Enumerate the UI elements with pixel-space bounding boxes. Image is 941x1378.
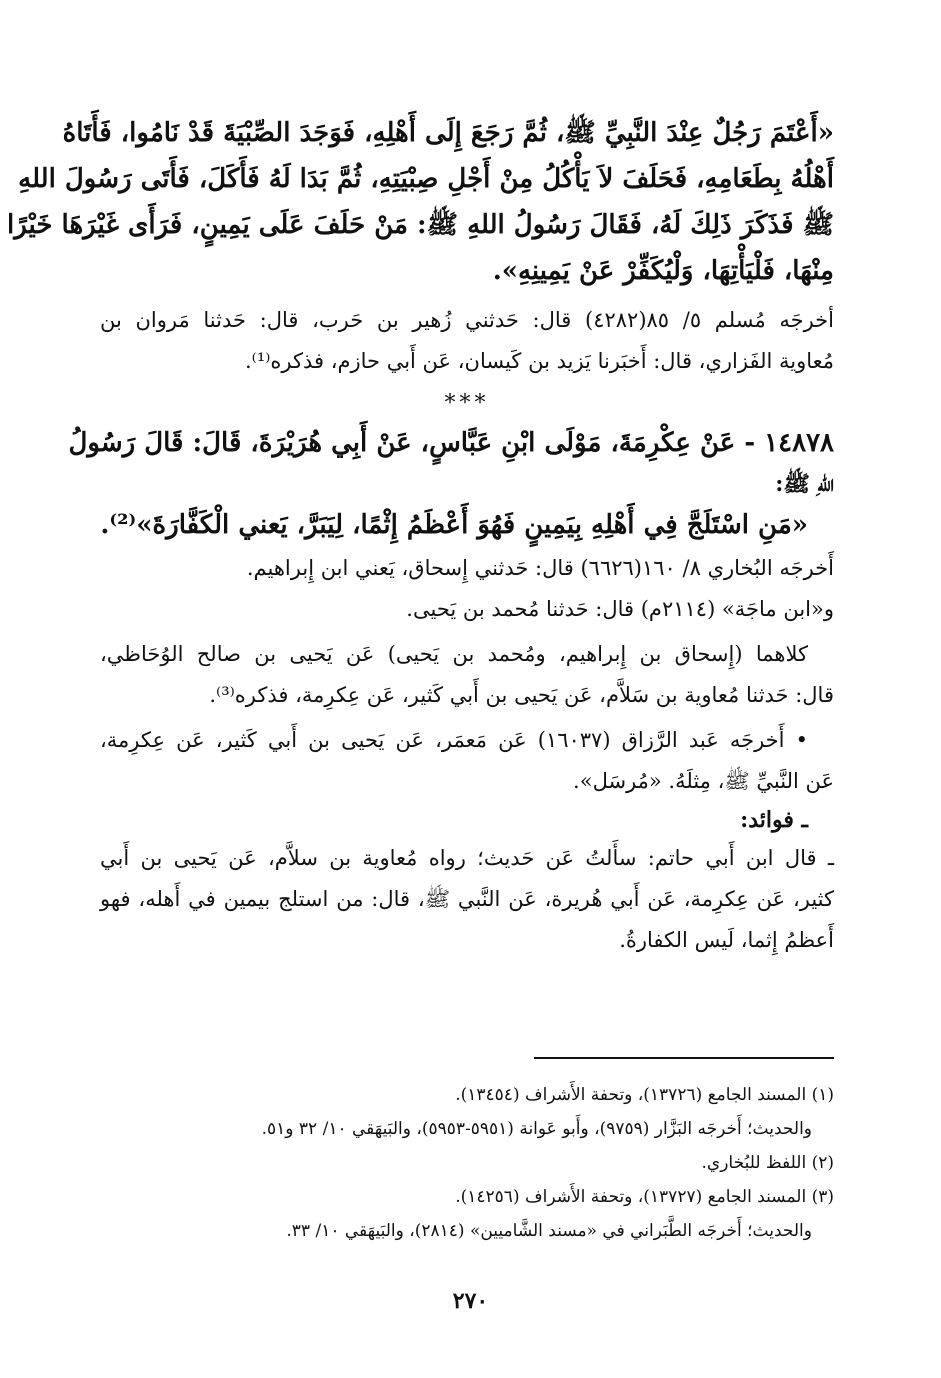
hadith-matn: «مَنِ اسْتَلَجَّ فِي أَهْلِهِ بِيَمِينٍ فَهُوَ أَعْظَمُ إِثْمًا، لِيَبَرَّ، يَعني الْكَفَّارَةَ»⁽²⁾.	[100, 510, 808, 540]
footnote-3: (٣) المسند الجامع (١٣٧٢٧)، وتحفة الأَشراف (١٤٢٥٦).	[455, 1187, 834, 1207]
text-line: و«ابن ماجَة» (٢١١٤م) قال: حَدثنا مُحمد بن يَحيى.	[406, 597, 834, 621]
footnote-divider	[534, 1057, 834, 1059]
hadith-previous-text	[6, 110, 834, 294]
footnotes	[140, 1078, 834, 1248]
hadith-intro-line: ١٤٨٧٨ - عَنْ عِكْرِمَةَ، مَوْلَى ابْنِ عَبَّاسٍ، عَنْ أَبِي هُرَيْرَةَ، قَالَ: قَالَ رَسُولُ	[68, 428, 834, 458]
hadith-14878	[68, 420, 834, 548]
fawaid-text	[100, 838, 834, 961]
text-line: أَهْلُهُ بِطَعَامِهِ، فَحَلَفَ لاَ يَأْكُلُ مِنْ أَجْلِ صِبْيَتِهِ، ثُمَّ بَدَا لَهُ فَأَكَلَ، فَأَتَى رَسُولَ اللهِ	[18, 164, 834, 194]
section-separator: ***	[444, 391, 490, 416]
text-line: مِنْهَا، فَلْيَأْتِهَا، وَلْيُكَفِّرْ عَنْ يَمِينِهِ».	[492, 256, 834, 286]
text-line: «أَعْتَمَ رَجُلٌ عِنْدَ النَّبِيِّ ﷺ، ثُمَّ رَجَعَ إِلَى أَهْلِهِ، فَوَجَدَ الصِّبْيَةَ قَدْ نَامُوا، فَأَتَاهُ	[62, 118, 834, 148]
main-text	[6, 110, 835, 961]
bullet-takhrij	[100, 720, 834, 802]
footnote-3-continuation: والحديث؛ أَخرجَه الطَّبَراني في «مسند الشَّاميين» (٢٨١٤)، والبَيهَقي ١٠/ ٣٣.	[286, 1221, 812, 1241]
page-number: ٢٧٠	[452, 1288, 489, 1314]
takhrij	[100, 548, 834, 630]
text-line: ـ قال ابن أَبي حاتم: سأَلتُ عَن حَديث؛ رواه مُعاوية بن سلاَّم، عَن يَحيى بن أَبي	[100, 846, 834, 870]
footnote-2: (٢) اللفظ للبُخاري.	[701, 1153, 834, 1173]
combined-chain	[100, 634, 834, 716]
text-line: ﷺ فَذَكَرَ ذَلِكَ لَهُ، فَقَالَ رَسُولُ اللهِ ﷺ: مَنْ حَلَفَ عَلَى يَمِينٍ، فَرَأَى غَيْرَهَا خَيْرًا	[6, 210, 834, 240]
fawaid-heading: ـ فوائد:	[740, 807, 808, 833]
footnote-1: (١) المسند الجامع (١٣٧٢٦)، وتحفة الأَشراف (١٣٤٥٤).	[455, 1085, 834, 1105]
takhrij-previous	[100, 300, 834, 382]
text-line: أَخرجَه البُخاري ٨/ ١٦٠(٦٦٢٦) قال: حَدثني إِسحاق، يَعني ابن إِبراهيم.	[246, 556, 834, 580]
text-line: كثير، عَن عِكرِمة، عَن أَبي هُريرة، عَن النَّبي ﷺ، قال: من استلج بيمين في أَهله، فهو	[100, 887, 834, 911]
text-line: كلاهما (إِسحاق بن إِبراهيم، ومُحمد بن يَحيى) عَن يَحيى بن صالح الوُحَاظي،	[100, 642, 808, 666]
bullet-icon: •	[795, 728, 808, 752]
text-line: قال: حَدثنا مُعاوية بن سَلاَّم، عَن يَحيى بن أَبي كَثير، عَن عِكرِمة، فذكره⁽³⁾.	[209, 683, 834, 707]
text-line: أخرجَه مُسلم ٥/ ٨٥(٤٢٨٢) قال: حَدثني زُهير بن حَرب، قال: حَدثنا مَروان بن	[100, 308, 835, 332]
text-line: عَن النَّبيِّ ﷺ، مِثلَهُ. «مُرسَل».	[573, 769, 834, 793]
text-line: مُعاوية الفَزاري، قال: أَخبَرنا يَزيد بن كَيسان، عَن أَبي حازم، فذكره⁽¹⁾.	[244, 349, 834, 373]
bullet-text: أَخرجَه عَبد الرَّزاق (١٦٠٣٧) عَن مَعمَر، عَن يَحيى بن أَبي كَثير، عَن عِكرِمة،	[100, 728, 785, 752]
hadith-intro-line: اللهِ ﷺ:	[775, 471, 834, 497]
text-line	[100, 720, 834, 761]
footnote-1-continuation: والحديث؛ أَخرجَه البَزَّار (٩٧٥٩)، وأَبو عَوانة (٥٩٥١-٥٩٥٣)، والبَيهَقي ١٠/ ٣٢ و٥١.	[261, 1119, 812, 1139]
text-line: أَعظمُ إِثما، لَيس الكفارةُ.	[619, 928, 834, 952]
